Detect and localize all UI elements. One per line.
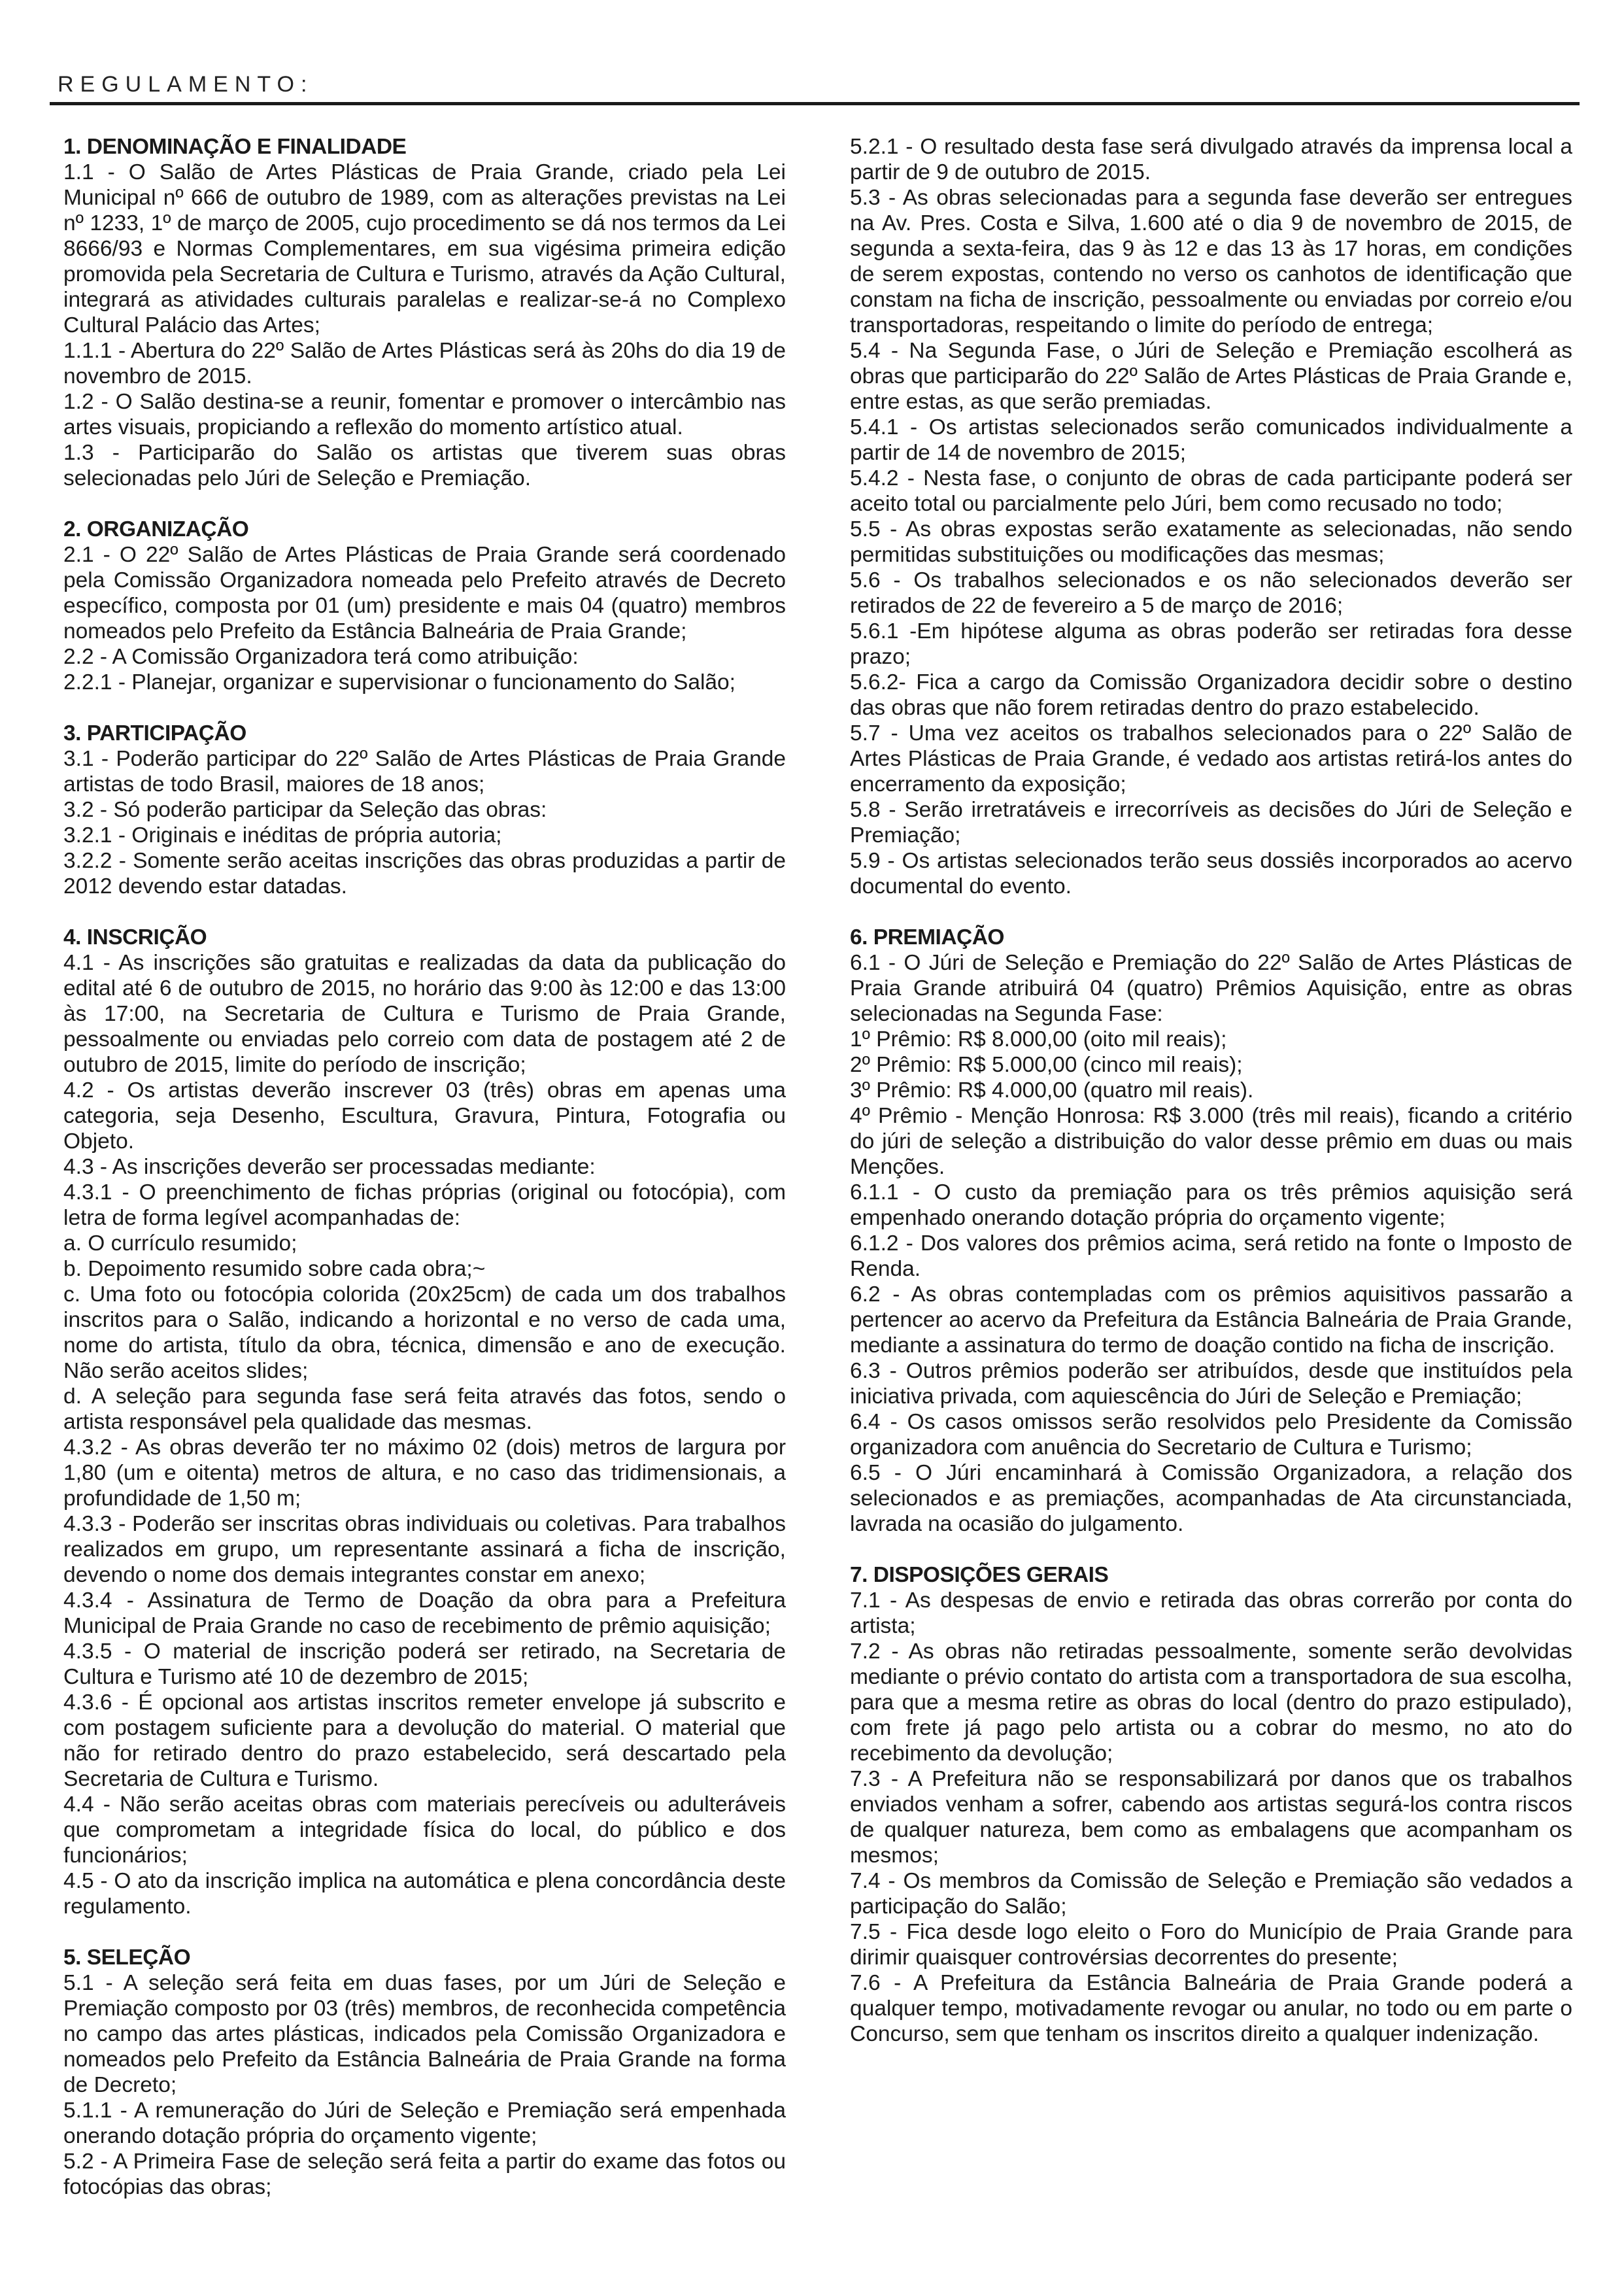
- clause-paragraph: 6.1 - O Júri de Seleção e Premiação do 22º Salão de Artes Plásticas de Praia Grande atribuirá 04 (quatro) Prêmios Aquisição, entre as obras selecionadas na Segunda Fase:: [850, 951, 1572, 1026]
- section-heading: 5. SELEÇÃO: [63, 1945, 191, 1970]
- section-0: [63, 134, 786, 491]
- clause-paragraph: d. A seleção para segunda fase será feita através das fotos, sendo o artista responsável pela qualidade das mesmas.: [63, 1384, 786, 1434]
- clause-paragraph: 7.1 - As despesas de envio e retirada das obras correrão por conta do artista;: [850, 1588, 1572, 1638]
- clause-paragraph: 7.2 - As obras não retiradas pessoalmente, somente serão devolvidas mediante o prévio contato do artista com a transportadora de sua escolha, para que a mesma retire as obras do local (dentro do prazo estipulado), com frete já pago pelo artista ou a cobrar do mesmo, no ato do recebimento da devolução;: [850, 1639, 1572, 1766]
- clause-paragraph: 4.5 - O ato da inscrição implica na automática e plena concordância deste regulamento.: [63, 1869, 786, 1919]
- clause-paragraph: 2.2 - A Comissão Organizadora terá como atribuição:: [63, 645, 579, 669]
- clause-paragraph: 7.4 - Os membros da Comissão de Seleção e Premiação são vedados a participação do Salão;: [850, 1869, 1572, 1919]
- clause-paragraph: 5.1.1 - A remuneração do Júri de Seleção e Premiação será empenhada onerando dotação própria do orçamento vigente;: [63, 2098, 786, 2148]
- clause-paragraph: 5.2 - A Primeira Fase de seleção será feita a partir do exame das fotos ou fotocópias das obras;: [63, 2149, 786, 2199]
- clause-paragraph: 6.2 - As obras contempladas com os prêmios aquisitivos passarão a pertencer ao acervo da Prefeitura da Estância Balneária de Praia Grande, mediante a assinatura do termo de doação contido na ficha de inscrição.: [850, 1282, 1572, 1358]
- clause-paragraph: 4.3.5 - O material de inscrição poderá ser retirado, na Secretaria de Cultura e Turismo até 10 de dezembro de 2015;: [63, 1639, 786, 1689]
- section-5: [850, 134, 1572, 899]
- clause-paragraph: 3.2 - Só poderão participar da Seleção das obras:: [63, 798, 547, 822]
- clause-paragraph: a. O currículo resumido;: [63, 1231, 297, 1256]
- clause-paragraph: 3.2.1 - Originais e inéditas de própria autoria;: [63, 823, 502, 847]
- clause-paragraph: 6.1.1 - O custo da premiação para os três prêmios aquisição será empenhado onerando dotação própria do orçamento vigente;: [850, 1180, 1572, 1230]
- clause-paragraph: 5.3 - As obras selecionadas para a segunda fase deverão ser entregues na Av. Pres. Costa e Silva, 1.600 até o dia 9 de novembro de 2015, de segunda a sexta-feira, das 9 às 12 e das 13 às 17 horas, em condições de serem expostas, contendo no verso os canhotos de identificação que constam na ficha de inscrição, pessoalmente ou enviadas por correio e/ou transportadoras, respeitando o limite do período de entrega;: [850, 186, 1572, 337]
- clause-paragraph: 5.6.1 -Em hipótese alguma as obras poderão ser retiradas fora desse prazo;: [850, 619, 1572, 669]
- clause-paragraph: 4.3.1 - O preenchimento de fichas próprias (original ou fotocópia), com letra de forma legível acompanhadas de:: [63, 1180, 786, 1230]
- section-heading: 7. DISPOSIÇÕES GERAIS: [850, 1563, 1109, 1587]
- clause-paragraph: 4.4 - Não serão aceitas obras com materiais perecíveis ou adulteráveis que comprometam a integridade física do local, do público e dos funcionários;: [63, 1792, 786, 1868]
- clause-paragraph: 6.1.2 - Dos valores dos prêmios acima, será retido na fonte o Imposto de Renda.: [850, 1231, 1572, 1281]
- clause-paragraph: 1.2 - O Salão destina-se a reunir, fomentar e promover o intercâmbio nas artes visuais, propiciando a reflexão do momento artístico atual.: [63, 390, 786, 439]
- clause-paragraph: 5.4.2 - Nesta fase, o conjunto de obras de cada participante poderá ser aceito total ou parcialmente pelo Júri, bem como recusado no todo;: [850, 466, 1572, 516]
- clause-paragraph: 3.1 - Poderão participar do 22º Salão de Artes Plásticas de Praia Grande artistas de todo Brasil, maiores de 18 anos;: [63, 747, 786, 796]
- clause-paragraph: 7.3 - A Prefeitura não se responsabilizará por danos que os trabalhos enviados venham a sofrer, cabendo aos artistas segurá-los contra riscos de qualquer natureza, bem como as embalagens que acompanham os mesmos;: [850, 1767, 1572, 1868]
- clause-paragraph: c. Uma foto ou fotocópia colorida (20x25cm) de cada um dos trabalhos inscritos para o Salão, indicando a horizontal e no verso de cada uma, nome do artista, título da obra, técnica, dimensão e ano de execução. Não serão aceitos slides;: [63, 1282, 786, 1383]
- clause-paragraph: 5.4 - Na Segunda Fase, o Júri de Seleção e Premiação escolherá as obras que participarão do 22º Salão de Artes Plásticas de Praia Grande e, entre estas, as que serão premiadas.: [850, 339, 1572, 414]
- clause-paragraph: 1º Prêmio: R$ 8.000,00 (oito mil reais);: [850, 1027, 1227, 1052]
- clause-paragraph: 6.4 - Os casos omissos serão resolvidos pelo Presidente da Comissão organizadora com anuência do Secretario de Cultura e Turismo;: [850, 1410, 1572, 1460]
- clause-paragraph: 2º Prêmio: R$ 5.000,00 (cinco mil reais);: [850, 1053, 1243, 1077]
- clause-paragraph: 4.3.6 - É opcional aos artistas inscritos remeter envelope já subscrito e com postagem suficiente para a devolução do material. O material que não for retirado dentro do prazo estabelecido, será descartado pela Secretaria de Cultura e Turismo.: [63, 1690, 786, 1791]
- clause-paragraph: 5.7 - Uma vez aceitos os trabalhos selecionados para o 22º Salão de Artes Plásticas de Praia Grande, é vedado aos artistas retirá-los antes do encerramento da exposição;: [850, 721, 1572, 796]
- clause-paragraph: 4.3 - As inscrições deverão ser processadas mediante:: [63, 1155, 596, 1179]
- section-heading: 1. DENOMINAÇÃO E FINALIDADE: [63, 135, 407, 159]
- section-4: [63, 1945, 786, 2200]
- clause-paragraph: 2.2.1 - Planejar, organizar e supervisionar o funcionamento do Salão;: [63, 670, 736, 694]
- clause-paragraph: 5.4.1 - Os artistas selecionados serão comunicados individualmente a partir de 14 de novembro de 2015;: [850, 415, 1572, 465]
- section-heading: 4. INSCRIÇÃO: [63, 925, 207, 950]
- clause-paragraph: 5.5 - As obras expostas serão exatamente as selecionadas, não sendo permitidas substituições ou modificações das mesmas;: [850, 517, 1572, 567]
- clause-paragraph: 5.2.1 - O resultado desta fase será divulgado através da imprensa local a partir de 9 de outubro de 2015.: [850, 135, 1572, 184]
- section-1: [63, 517, 786, 695]
- clause-paragraph: 7.6 - A Prefeitura da Estância Balneária de Praia Grande poderá a qualquer tempo, motivadamente revogar ou anular, no todo ou em parte o Concurso, sem que tenham os inscritos direito a qualquer indenização.: [850, 1971, 1572, 2046]
- clause-paragraph: 1.1.1 - Abertura do 22º Salão de Artes Plásticas será às 20hs do dia 19 de novembro de 2015.: [63, 339, 786, 388]
- section-heading: 6. PREMIAÇÃO: [850, 925, 1004, 950]
- section-3: [63, 925, 786, 1919]
- clause-paragraph: 4º Prêmio - Menção Honrosa: R$ 3.000 (três mil reais), ficando a critério do júri de seleção a distribuição do valor desse prêmio em duas ou mais Menções.: [850, 1104, 1572, 1179]
- clause-paragraph: 5.8 - Serão irretratáveis e irrecorríveis as decisões do Júri de Seleção e Premiação;: [850, 798, 1572, 847]
- clause-paragraph: 1.3 - Participarão do Salão os artistas que tiverem suas obras selecionadas pelo Júri de Seleção e Premiação.: [63, 441, 786, 490]
- clause-paragraph: 6.5 - O Júri encaminhará à Comissão Organizadora, a relação dos selecionados e as premiações, acompanhadas de Ata circunstanciada, lavrada na ocasião do julgamento.: [850, 1461, 1572, 1536]
- clause-paragraph: b. Depoimento resumido sobre cada obra;~: [63, 1257, 486, 1281]
- section-6: [850, 925, 1572, 1537]
- section-7: [850, 1562, 1572, 2047]
- header-rule: [50, 102, 1580, 105]
- clause-paragraph: 4.1 - As inscrições são gratuitas e realizadas da data da publicação do edital até 6 de outubro de 2015, no horário das 9:00 às 12:00 e das 13:00 às 17:00, na Secretaria de Cultura e Turismo de Praia Grande, pessoalmente ou enviadas pelo correio com data de postagem até 2 de outubro de 2015, limite do período de inscrição;: [63, 951, 786, 1077]
- section-2: [63, 721, 786, 899]
- clause-paragraph: 1.1 - O Salão de Artes Plásticas de Praia Grande, criado pela Lei Municipal nº 666 de outubro de 1989, com as alterações previstas na Lei nº 1233, 1º de março de 2005, cujo procedimento se dá nos termos da Lei 8666/93 e Normas Complementares, em sua vigésima primeira edição promovida pela Secretaria de Cultura e Turismo, através da Ação Cultural, integrará as atividades culturais paralelas e realizar-se-á no Complexo Cultural Palácio das Artes;: [63, 160, 786, 337]
- clause-paragraph: 4.3.4 - Assinatura de Termo de Doação da obra para a Prefeitura Municipal de Praia Grande no caso de recebimento de prêmio aquisição;: [63, 1588, 786, 1638]
- clause-paragraph: 5.9 - Os artistas selecionados terão seus dossiês incorporados ao acervo documental do evento.: [850, 849, 1572, 899]
- clause-paragraph: 3.2.2 - Somente serão aceitas inscrições das obras produzidas a partir de 2012 devendo estar datadas.: [63, 849, 786, 899]
- clause-paragraph: 5.1 - A seleção será feita em duas fases, por um Júri de Seleção e Premiação composto por 03 (três) membros, de reconhecida competência no campo das artes plásticas, indicados pela Comissão Organizadora e nomeados pelo Prefeito da Estância Balneária de Praia Grande na forma de Decreto;: [63, 1971, 786, 2097]
- section-heading: 2. ORGANIZAÇÃO: [63, 517, 249, 541]
- section-heading: 3. PARTICIPAÇÃO: [63, 721, 246, 745]
- clause-paragraph: 3º Prêmio: R$ 4.000,00 (quatro mil reais).: [850, 1078, 1254, 1103]
- clause-paragraph: 7.5 - Fica desde logo eleito o Foro do Município de Praia Grande para dirimir quaisquer controvérsias decorrentes do presente;: [850, 1920, 1572, 1970]
- left-column: [63, 134, 786, 2225]
- right-column: [850, 134, 1572, 2072]
- clause-paragraph: 5.6 - Os trabalhos selecionados e os não selecionados deverão ser retirados de 22 de fevereiro a 5 de março de 2016;: [850, 568, 1572, 618]
- clause-paragraph: 4.2 - Os artistas deverão inscrever 03 (três) obras em apenas uma categoria, seja Desenho, Escultura, Gravura, Pintura, Fotografia ou Objeto.: [63, 1078, 786, 1154]
- clause-paragraph: 4.3.2 - As obras deverão ter no máximo 02 (dois) metros de largura por 1,80 (um e oitenta) metros de altura, e no caso das tridimensionais, a profundidade de 1,50 m;: [63, 1435, 786, 1511]
- clause-paragraph: 6.3 - Outros prêmios poderão ser atribuídos, desde que instituídos pela iniciativa privada, com aquiescência do Júri de Seleção e Premiação;: [850, 1359, 1572, 1409]
- clause-paragraph: 4.3.3 - Poderão ser inscritas obras individuais ou coletivas. Para trabalhos realizados em grupo, um representante assinará a ficha de inscrição, devendo o nome dos demais integrantes constar em anexo;: [63, 1512, 786, 1587]
- clause-paragraph: 5.6.2- Fica a cargo da Comissão Organizadora decidir sobre o destino das obras que não forem retiradas dentro do prazo estabelecido.: [850, 670, 1572, 720]
- page-title: REGULAMENTO:: [58, 72, 314, 97]
- clause-paragraph: 2.1 - O 22º Salão de Artes Plásticas de Praia Grande será coordenado pela Comissão Organizadora nomeada pelo Prefeito através de Decreto específico, composta por 01 (um) presidente e mais 04 (quatro) membros nomeados pelo Prefeito da Estância Balneária de Praia Grande;: [63, 543, 786, 643]
